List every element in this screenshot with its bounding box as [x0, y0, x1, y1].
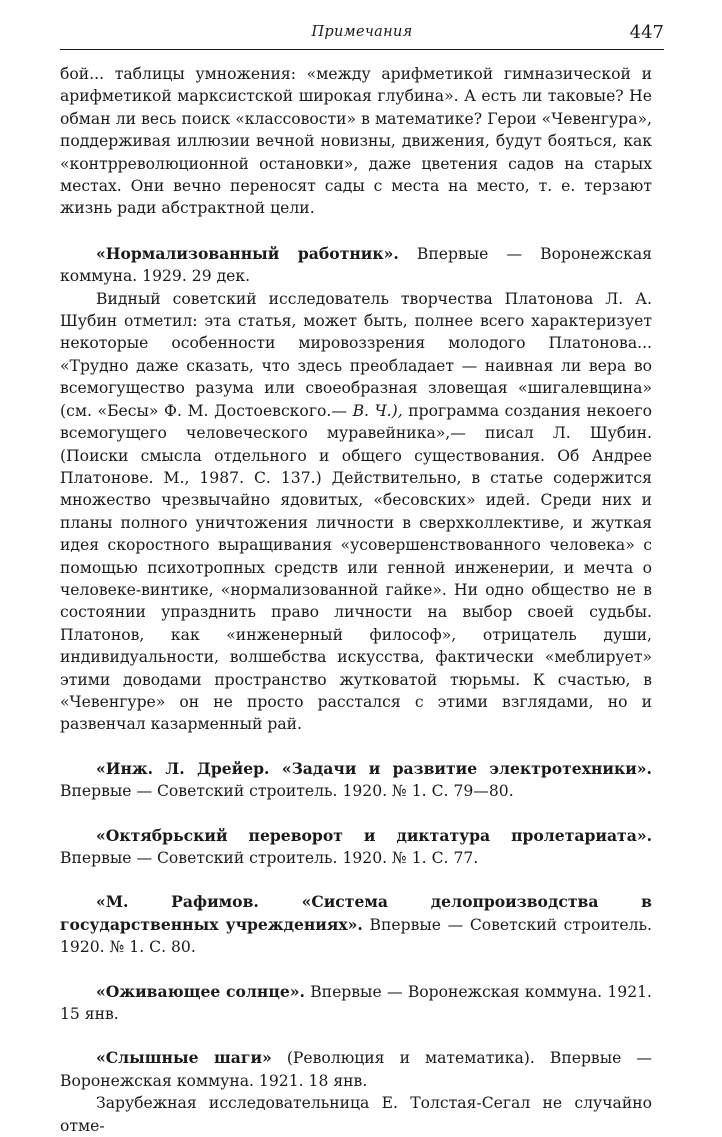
paragraph-text: Зарубежная исследовательница Е. Толстая-Сегал не случайно отме-	[60, 1094, 652, 1135]
note-heading: «М. Рафимов. «Система делопроизводства в государственных учреждениях».	[60, 892, 652, 934]
paragraph	[60, 288, 652, 736]
page-number: 447	[629, 22, 664, 43]
note-source: Впервые — Советский строитель. 1920. № 1. С. 80.	[60, 915, 653, 957]
note-source: (Революция и математика). Впервые — Воронежская коммуна. 1921. 18 янв.	[60, 1049, 652, 1090]
note-entry	[60, 758, 652, 803]
note-entry	[60, 891, 652, 958]
note-source: Впервые — Воронежская коммуна. 1921. 15 янв.	[60, 982, 652, 1024]
paragraph-text: программа создания некоего всемогущего человеческого муравейника»,— писал Л. Шубин. (Поиски смысла отдельного и общего существования. Об Андрее Платонове. М., 1987. С. 137.) Действительно, в статье содержится множество чрезвычайно ядовитых, «бесовских» идей. Среди них и планы полного уничтожения личности в сверхколлективе, и жуткая идея скоростного выращивания «усовершенствованного человека» с помощью психотропных средств или генной инженерии, и мечта о человеке-винтике, «нормализованной гайке». Ни одно общество не в состоянии упразднить право личности на выбор своей судьбы. Платонов, как «инженерный философ», отрицатель души, индивидуальности, волшебства искусства, фактически «меблирует» этими доводами пространство жутковатой тюрьмы. К счастью, в «Чевенгуре» он не просто расстался с этими взглядами, но и развенчал казарменный рай.	[60, 401, 652, 734]
note-source: Впервые — Советский строитель. 1920. № 1. С. 79—80.	[60, 782, 514, 801]
editor-initials: В. Ч.),	[352, 401, 403, 420]
note-entry	[60, 981, 652, 1026]
note-heading: «Нормализованный работник».	[96, 243, 399, 263]
note-heading: «Слышные шаги»	[96, 1048, 272, 1068]
note-source: Впервые — Воронежская коммуна. 1929. 29 дек.	[60, 244, 652, 286]
page-header	[60, 22, 664, 46]
note-heading: «Оживающее солнце».	[96, 981, 305, 1001]
note-entry	[60, 825, 652, 870]
paragraph-text: Видный советский исследователь творчества Платонова Л. А. Шубин отметил: эта статья, может быть, полнее всего характеризует некоторые особенности мировоззрения молодого Платонова... «Трудно даже сказать, что здесь преобладает — наивная ли вера во всемогущество разума или своеобразная зловещая «шигалевщина» (см. «Бесы» Ф. М. Достоевского.—	[60, 289, 652, 420]
note-entry	[60, 243, 652, 288]
paragraph-text: бой... таблицы умножения: «между арифметикой гимназической и арифметикой марксистской широкая глубина». А есть ли таковые? Не обман ли весь поиск «классовости» в математике? Герои «Чевенгура», поддерживая иллюзии вечной новизны, движения, будут бояться, как «контрреволюционной остановки», даже цветения садов на старых местах. Они вечно переносят сады с места на место, т. е. терзают жизнь ради абстрактной цели.	[60, 65, 652, 218]
note-heading: «Инж. Л. Дрейер. «Задачи и развитие электротехники».	[96, 758, 652, 778]
note-heading: «Октябрьский переворот и диктатура пролетариата».	[96, 825, 652, 845]
note-entry	[60, 1047, 652, 1092]
page-body	[60, 63, 652, 1137]
header-rule	[60, 49, 664, 50]
running-head: Примечания	[311, 24, 413, 40]
paragraph	[60, 1092, 652, 1137]
paragraph-continuation	[60, 63, 652, 220]
note-source: Впервые — Советский строитель. 1920. № 1. С. 77.	[60, 849, 479, 867]
